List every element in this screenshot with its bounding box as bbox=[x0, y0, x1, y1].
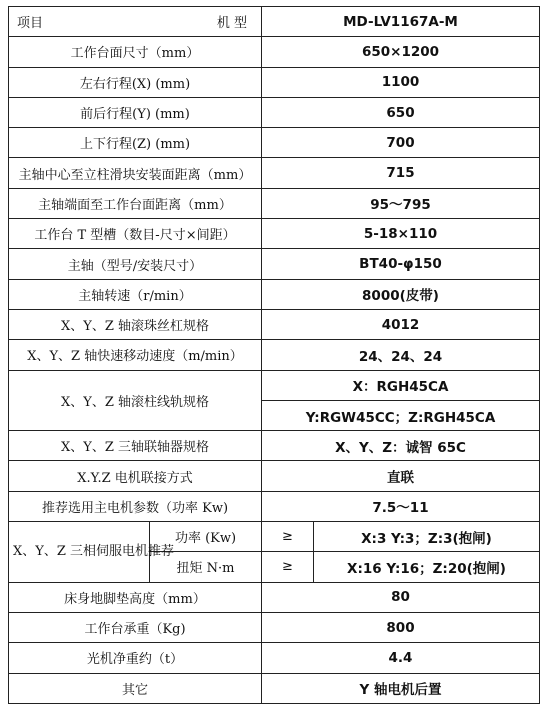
spec-value: 650 bbox=[262, 97, 540, 127]
servo-torque-symbol: ≥ bbox=[262, 552, 314, 582]
spec-value: 800 bbox=[262, 612, 540, 642]
spec-row bbox=[9, 249, 540, 279]
spec-row bbox=[9, 37, 540, 67]
header-row bbox=[9, 7, 540, 37]
spec-label: X、Y、Z 轴滚珠丝杠规格 bbox=[9, 309, 262, 339]
servo-torque-label: 扭矩 N·m bbox=[150, 552, 262, 582]
item-label: 项目 bbox=[17, 16, 44, 32]
spec-label: 主轴（型号/安装尺寸） bbox=[9, 249, 262, 279]
spec-row bbox=[9, 643, 540, 673]
guide-value-yz: Y:RGW45CC；Z:RGH45CA bbox=[262, 400, 540, 430]
spec-label: 主轴端面至工作台面距离（mm） bbox=[9, 188, 262, 218]
spec-value: 24、24、24 bbox=[262, 340, 540, 370]
spec-value: BT40-φ150 bbox=[262, 249, 540, 279]
spec-row bbox=[9, 461, 540, 491]
spec-value: 5-18×110 bbox=[262, 219, 540, 249]
servo-label: X、Y、Z 三相伺服电机推荐 bbox=[9, 522, 150, 583]
spec-value: 7.5～11 bbox=[262, 491, 540, 521]
spec-value: 4.4 bbox=[262, 643, 540, 673]
servo-row-power bbox=[9, 522, 540, 552]
guide-label: X、Y、Z 轴滚柱线轨规格 bbox=[9, 370, 262, 431]
spec-label: X.Y.Z 电机联接方式 bbox=[9, 461, 262, 491]
spec-label: 前后行程(Y) (mm) bbox=[9, 97, 262, 127]
spec-label: 光机净重约（t） bbox=[9, 643, 262, 673]
spec-label: X、Y、Z 轴快速移动速度（m/min） bbox=[9, 340, 262, 370]
spec-value: 80 bbox=[262, 582, 540, 612]
servo-power-symbol: ≥ bbox=[262, 522, 314, 552]
spec-label: 床身地脚垫高度（mm） bbox=[9, 582, 262, 612]
spec-row bbox=[9, 612, 540, 642]
guide-value-x: X：RGH45CA bbox=[262, 370, 540, 400]
spec-row bbox=[9, 340, 540, 370]
spec-value: 直联 bbox=[262, 461, 540, 491]
spec-value: 8000(皮带) bbox=[262, 279, 540, 309]
spec-value: X、Y、Z：诚智 65C bbox=[262, 431, 540, 461]
guide-row bbox=[9, 370, 540, 400]
spec-row bbox=[9, 97, 540, 127]
model-label: 机 型 bbox=[216, 16, 247, 32]
spec-row bbox=[9, 673, 540, 703]
spec-row bbox=[9, 431, 540, 461]
spec-table bbox=[8, 6, 540, 704]
header-label-cell bbox=[9, 7, 262, 37]
spec-row bbox=[9, 158, 540, 188]
spec-value: 1100 bbox=[262, 67, 540, 97]
servo-power-label: 功率 (Kw) bbox=[150, 522, 262, 552]
servo-torque-value: X:16 Y:16；Z:20(抱闸) bbox=[314, 552, 540, 582]
spec-row bbox=[9, 279, 540, 309]
spec-label: 左右行程(X) (mm) bbox=[9, 67, 262, 97]
spec-label: 推荐选用主电机参数（功率 Kw) bbox=[9, 491, 262, 521]
spec-sheet bbox=[8, 6, 539, 704]
spec-label: 主轴转速（r/min） bbox=[9, 279, 262, 309]
spec-row bbox=[9, 309, 540, 339]
spec-row bbox=[9, 67, 540, 97]
servo-power-value: X:3 Y:3；Z:3(抱闸) bbox=[314, 522, 540, 552]
spec-label: X、Y、Z 三轴联轴器规格 bbox=[9, 431, 262, 461]
spec-label: 工作台面尺寸（mm） bbox=[9, 37, 262, 67]
spec-row bbox=[9, 128, 540, 158]
spec-row bbox=[9, 491, 540, 521]
spec-value: 95～795 bbox=[262, 188, 540, 218]
spec-label: 工作台 T 型槽（数目-尺寸×间距） bbox=[9, 219, 262, 249]
spec-row bbox=[9, 582, 540, 612]
spec-value: 4012 bbox=[262, 309, 540, 339]
spec-value: 650×1200 bbox=[262, 37, 540, 67]
spec-value: 700 bbox=[262, 128, 540, 158]
spec-label: 上下行程(Z) (mm) bbox=[9, 128, 262, 158]
spec-value: 715 bbox=[262, 158, 540, 188]
spec-label: 工作台承重（Kg) bbox=[9, 612, 262, 642]
spec-row bbox=[9, 188, 540, 218]
spec-label: 主轴中心至立柱滑块安装面距离（mm） bbox=[9, 158, 262, 188]
spec-label: 其它 bbox=[9, 673, 262, 703]
spec-value: Y 轴电机后置 bbox=[262, 673, 540, 703]
spec-row bbox=[9, 219, 540, 249]
model-value: MD-LV1167A-M bbox=[262, 7, 540, 37]
